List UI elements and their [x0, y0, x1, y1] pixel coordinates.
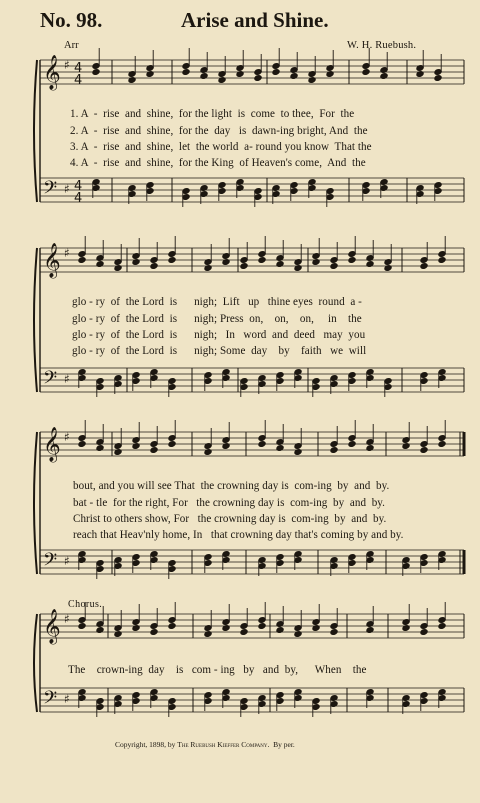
- sharp-sign: ♯: [64, 182, 70, 196]
- hymn-number: No. 98.: [40, 8, 103, 32]
- lyric-line: The crown-ing day is com - ing by and by, When the: [68, 664, 367, 676]
- time-signature: 4: [74, 179, 83, 194]
- bass-clef: 𝄢: [43, 688, 58, 713]
- lyric-line: 1. A - rise and shine, for the light is come to thee, For the: [70, 108, 355, 120]
- lyric-line: glo - ry of the Lord is nigh; In word and deed may you: [72, 329, 366, 341]
- sharp-sign: ♯: [64, 246, 70, 260]
- lyric-line: glo - ry of the Lord is nigh; Lift up thine eyes round a -: [72, 296, 362, 308]
- lyric-line: 4. A - rise and shine, for the King of Heaven's come, And the: [70, 157, 366, 169]
- lyric-line: 3. A - rise and shine, let the world a- round you know That the: [70, 141, 372, 153]
- lyric-line: glo - ry of the Lord is nigh; Press on, on, on, in the: [72, 313, 362, 325]
- treble-clef: 𝄞: [43, 55, 61, 90]
- time-signature: 4: [74, 191, 83, 206]
- sharp-sign: ♯: [64, 58, 70, 72]
- copyright-suffix: By per.: [273, 740, 295, 749]
- copyright-prefix: Copyright, 1898, by: [115, 740, 176, 749]
- lyric-line: glo - ry of the Lord is nigh; Some day by faith we will: [72, 345, 367, 357]
- bass-clef: 𝄢: [43, 178, 58, 203]
- sharp-sign: ♯: [64, 554, 70, 568]
- sharp-sign: ♯: [64, 692, 70, 706]
- sharp-sign: ♯: [64, 430, 70, 444]
- copyright-notice: [115, 740, 295, 749]
- lyric-line: bat - tle for the right, For the crowning day is com-ing by and by.: [73, 497, 385, 509]
- lyric-line: bout, and you will see That the crowning day is com-ing by and by.: [73, 480, 390, 492]
- treble-clef: 𝄞: [43, 243, 61, 278]
- chorus-label: Chorus.: [68, 599, 103, 610]
- system-brace: [34, 614, 37, 712]
- lyric-line: Christ to others show, For the crowning day is com-ing by and by.: [73, 513, 387, 525]
- time-signature: 4: [74, 73, 83, 88]
- bass-clef: 𝄢: [43, 368, 58, 393]
- hymn-title: Arise and Shine.: [181, 8, 329, 32]
- treble-clef: 𝄞: [43, 427, 61, 462]
- system-brace: [34, 60, 37, 202]
- lyric-line: 2. A - rise and shine, for the day is dawn-ing bright, And the: [70, 125, 368, 137]
- treble-clef: 𝄞: [43, 609, 61, 644]
- lyric-line: reach that Heav'nly home, In that crowning day that's coming by and by.: [73, 529, 404, 541]
- sharp-sign: ♯: [64, 372, 70, 386]
- bass-clef: 𝄢: [43, 550, 58, 575]
- sharp-sign: ♯: [64, 612, 70, 626]
- time-signature: 4: [74, 61, 83, 76]
- system-brace: [34, 248, 37, 392]
- composer-credit: W. H. Ruebush.: [347, 40, 417, 51]
- publisher-name: The Ruebush Kieffer Company.: [177, 740, 270, 749]
- arranger-label: Arr: [64, 40, 79, 51]
- system-brace: [34, 432, 37, 574]
